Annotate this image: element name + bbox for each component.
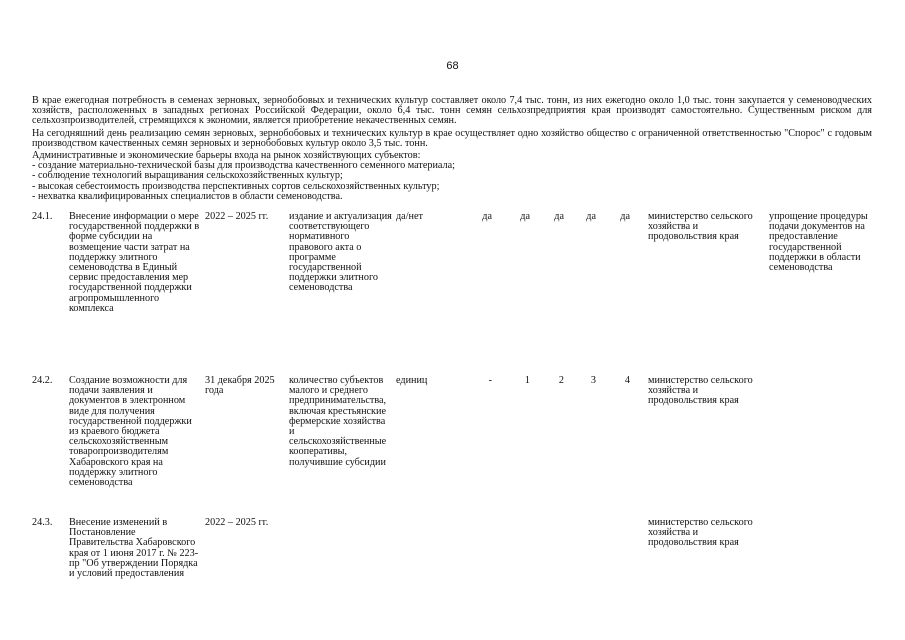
paragraph-demand: В крае ежегодная потребность в семенах зерновых, зернобобовых и технических культур составляет около 7,4 тыс. тонн, из них ежегодно около 1,0 тыс. тонн закупается у семеноводческих хозяйств, расположенных в западных регионах Российской Федерации, около 6,4 тыс. тонн семян сельхозпредприятия края производят самостоятельно. Существенным риском для сельхозпроизводителей, стремящихся к экономии, является приобретение некачественных семян.: [32, 95, 872, 127]
measure-unit: единиц: [396, 375, 428, 386]
barriers-title: Административные и экономические барьеры входа на рынок хозяйствующих субъектов:: [32, 150, 421, 162]
barrier-item: - соблюдение технологий выращивания сельскохозяйственных культур;: [32, 170, 343, 182]
value-5: да: [620, 211, 630, 222]
measure-name: Внесение изменений в Постановление Правительства Хабаровского края от 1 июня 2017 г. № 223-пр "Об утверждении Порядка и условий предоставления: [69, 517, 199, 580]
value-1: -: [488, 375, 492, 386]
measure-indicator: издание и актуализация соответствующего нормативного правового акта о программе государственной поддержки элитного семеноводства: [289, 211, 392, 294]
value-2: да: [520, 211, 530, 222]
value-5: 4: [624, 375, 630, 386]
paragraph-sporos: На сегодняшний день реализацию семян зерновых, зернобобовых и технических культур в крае осуществляет одно хозяйство общество с ограниченной ответственностью "Спорос" с годовым производством качественных семян зерновых и зернобобовых культур около 3,5 тыс. тонн.: [32, 127, 872, 149]
barrier-item: - нехватка квалифицированных специалистов в области семеноводства.: [32, 190, 343, 202]
value-3: 2: [558, 375, 564, 386]
intro-text: [32, 96, 872, 202]
value-2: 1: [524, 375, 530, 386]
value-1: да: [482, 211, 492, 222]
measure-deadline: 31 декабря 2025 года: [205, 375, 275, 397]
barrier-item: - создание материально-технической базы для производства качественного семенного материала;: [32, 160, 455, 172]
responsible-body: министерство сельского хозяйства и продовольствия края: [648, 517, 753, 549]
measure-unit: да/нет: [396, 211, 423, 222]
value-4: 3: [590, 375, 596, 386]
row-number: 24.2.: [32, 375, 53, 386]
expected-result: упрощение процедуры подачи документов на предоставление государственной поддержки в области семеноводства: [769, 211, 868, 274]
row-number: 24.1.: [32, 211, 53, 222]
barrier-item: - высокая себестоимость производства перспективных сортов сельскохозяйственных культур;: [32, 180, 440, 192]
measure-name: Внесение информации о мере государственной поддержки в форме субсидии на возмещение части затрат на поддержку элитного семеноводства в Единый сервис предоставления мер государственной поддержки агропромышленного комплекса: [69, 211, 200, 314]
measure-deadline: 2022 – 2025 гг.: [205, 517, 269, 528]
row-number: 24.3.: [32, 517, 53, 528]
page-number: 68: [446, 60, 459, 72]
responsible-body: министерство сельского хозяйства и продовольствия края: [648, 375, 753, 407]
barriers-list: [32, 151, 872, 202]
value-3: да: [554, 211, 564, 222]
measure-deadline: 2022 – 2025 гг.: [205, 211, 269, 222]
measure-name: Создание возможности для подачи заявления и документов в электронном виде для получения государственной поддержки из краевого бюджета сельскохозяйственным товаропроизводителям Хабаровского края на поддержку элитного семеноводства: [69, 375, 192, 489]
value-4: да: [586, 211, 596, 222]
responsible-body: министерство сельского хозяйства и продовольствия края: [648, 211, 753, 243]
measure-indicator: количество субъектов малого и среднего предпринимательства, включая крестьянские фермерские хозяйства и сельскохозяйственные кооперативы, получившие субсидии: [289, 375, 387, 468]
